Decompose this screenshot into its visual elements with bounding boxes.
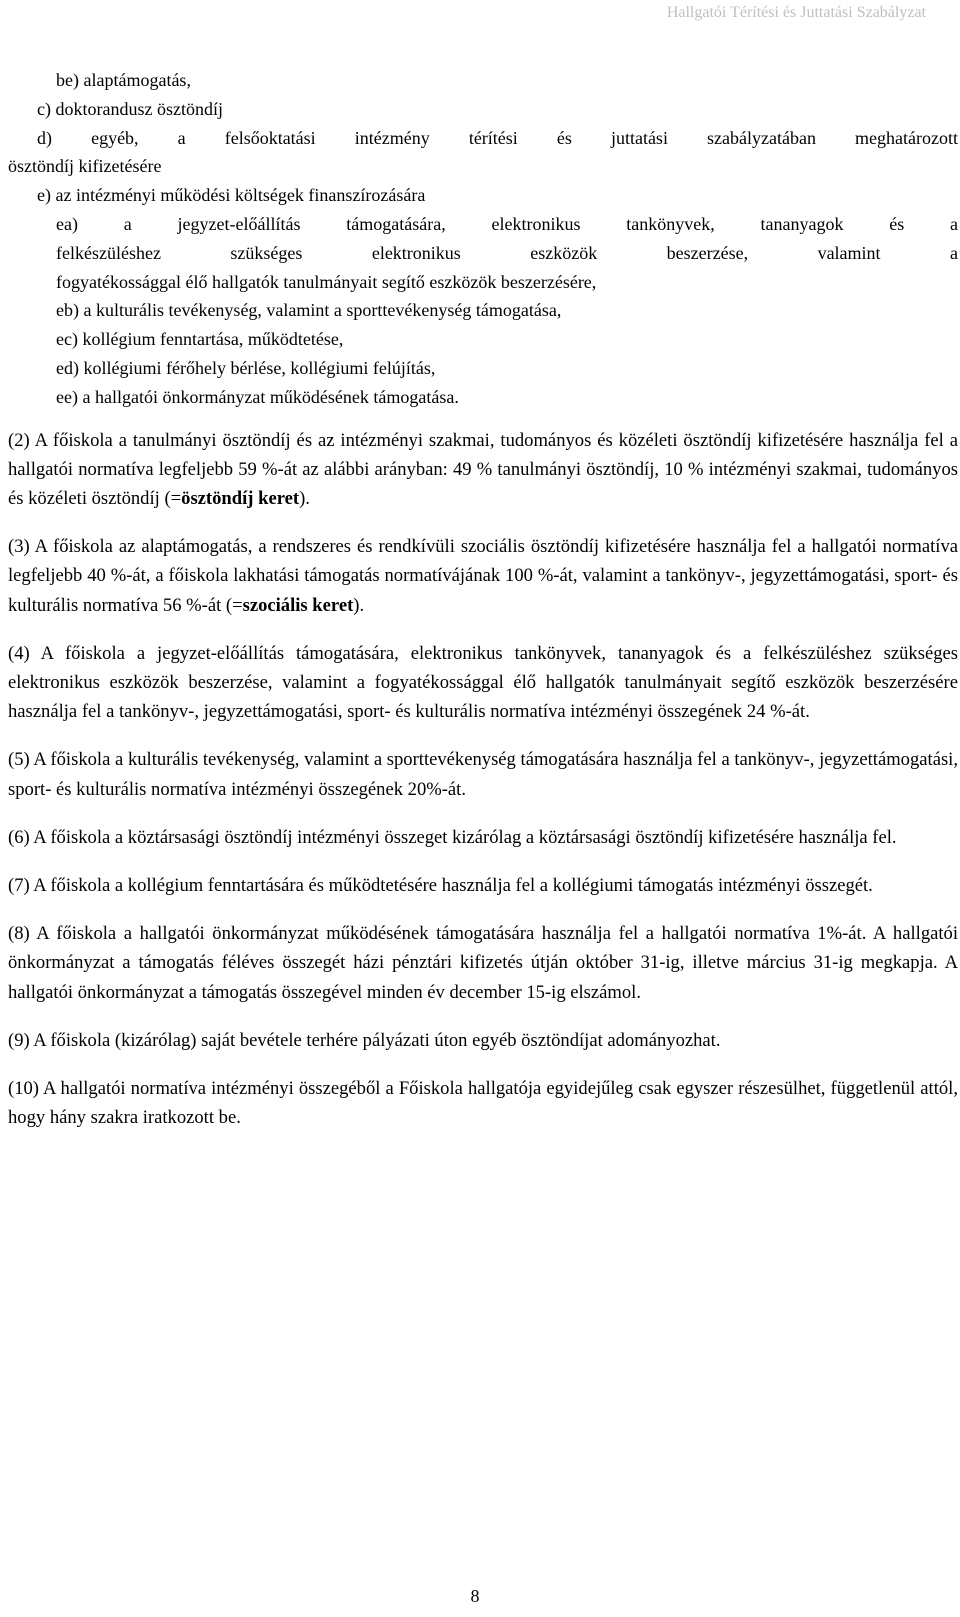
paragraph <box>8 1074 958 1132</box>
paragraph <box>8 745 958 803</box>
regulation-paragraphs <box>8 426 958 1133</box>
paragraph-text: (2) A főiskola a tanulmányi ösztöndíj és az intézményi szakmai, tudományos és közéleti ösztöndíj kifizetésére használja fel a hallgatói normatíva legfeljebb 59 %-át az alábbi arányban: 49 % tanulmányi ösztöndíj, 10 % intézményi szakmai, tudományos és közéleti ösztöndíj (= <box>8 429 958 509</box>
list-item: e) az intézményi működési költségek finanszírozására <box>37 185 426 206</box>
paragraph-text: (10) A hallgatói normatíva intézményi összegéből a Főiskola hallgatója egyidejűleg csak egyszer részesülhet, függetlenül attól, hogy hány szakra iratkozott be. <box>8 1078 958 1129</box>
document-body <box>8 66 958 1151</box>
list-item: c) doktorandusz ösztöndíj <box>37 98 223 119</box>
list-item: ea) a jegyzet-előállítás támogatására, elektronikus tankönyvek, tananyagok és a <box>56 213 958 234</box>
paragraph-text: (4) A főiskola a jegyzet-előállítás támogatására, elektronikus tankönyvek, tananyagok és a felkészüléshez szükséges elektronikus eszközök beszerzése, valamint a fogyatékossággal élő hallgatók tanulmányait segítő eszközök beszerzésére használja fel a tankönyv-, jegyzettámogatási, sport- és kulturális normatíva intézményi összegének 24 %-át. <box>8 642 958 723</box>
defined-term: szociális keret <box>242 594 354 616</box>
paragraph <box>8 871 958 900</box>
paragraph <box>8 823 958 852</box>
list-item: felkészüléshez szükséges elektronikus eszközök beszerzése, valamint a <box>56 242 958 263</box>
spacer <box>8 412 958 426</box>
funding-purpose-list <box>8 66 958 412</box>
paragraph-text-end: ). <box>353 594 365 616</box>
paragraph-text: (9) A főiskola (kizárólag) saját bevétele terhére pályázati úton egyéb ösztöndíjat adományozhat. <box>8 1029 721 1051</box>
paragraph-text: (3) A főiskola az alaptámogatás, a rendszeres és rendkívüli szociális ösztöndíj kifizetésére használja fel a hallgatói normatíva legfeljebb 40 %-át, a főiskola lakhatási támogatás normatívájának 100 %-át, valamint a tankönyv-, jegyzettámogatási, sport- és kulturális normatíva 56 %-át (= <box>8 536 958 616</box>
paragraph <box>8 639 958 727</box>
paragraph-text: (8) A főiskola a hallgatói önkormányzat működésének támogatására használja fel a hallgatói normatíva 1%-át. A hallgatói önkormányzat a támogatás féléves összegét házi pénztári kifizetés útján október 31-ig, illetve március 31-ig megkapja. A hallgatói önkormányzat a támogatás összegével minden év december 15-ig elszámol. <box>8 923 958 1003</box>
paragraph <box>8 919 958 1007</box>
list-item: ösztöndíj kifizetésére <box>8 156 162 177</box>
list-item: eb) a kulturális tevékenység, valamint a sporttevékenység támogatása, <box>56 300 562 321</box>
paragraph <box>8 426 958 514</box>
list-item: ee) a hallgatói önkormányzat működésének támogatása. <box>56 386 459 407</box>
paragraph <box>8 1026 958 1055</box>
paragraph-text-end: ). <box>299 487 310 509</box>
running-header-title: Hallgatói Térítési és Juttatási Szabályzat <box>666 4 926 21</box>
list-item: be) alaptámogatás, <box>56 70 191 90</box>
paragraph-text: (6) A főiskola a köztársasági ösztöndíj intézményi összeget kizárólag a köztársasági ösztöndíj kifizetésére használja fel. <box>8 826 897 848</box>
paragraph-text: (5) A főiskola a kulturális tevékenység, valamint a sporttevékenység támogatására használja fel a tankönyv-, jegyzettámogatási, sport- és kulturális normatíva intézményi összegének 20%-át. <box>8 749 958 800</box>
defined-term: ösztöndíj keret <box>181 487 300 509</box>
page-number: 8 <box>470 1586 480 1606</box>
paragraph <box>8 532 958 620</box>
list-item: ec) kollégium fenntartása, működtetése, <box>56 329 344 350</box>
list-item: ed) kollégiumi férőhely bérlése, kollégiumi felújítás, <box>56 357 436 378</box>
paragraph-text: (7) A főiskola a kollégium fenntartására és működtetésére használja fel a kollégiumi támogatás intézményi összegét. <box>8 875 873 896</box>
list-item: d) egyéb, a felsőoktatási intézmény térítési és juttatási szabályzatában meghatározott <box>37 127 958 148</box>
list-item: fogyatékossággal élő hallgatók tanulmányait segítő eszközök beszerzésére, <box>56 271 597 292</box>
